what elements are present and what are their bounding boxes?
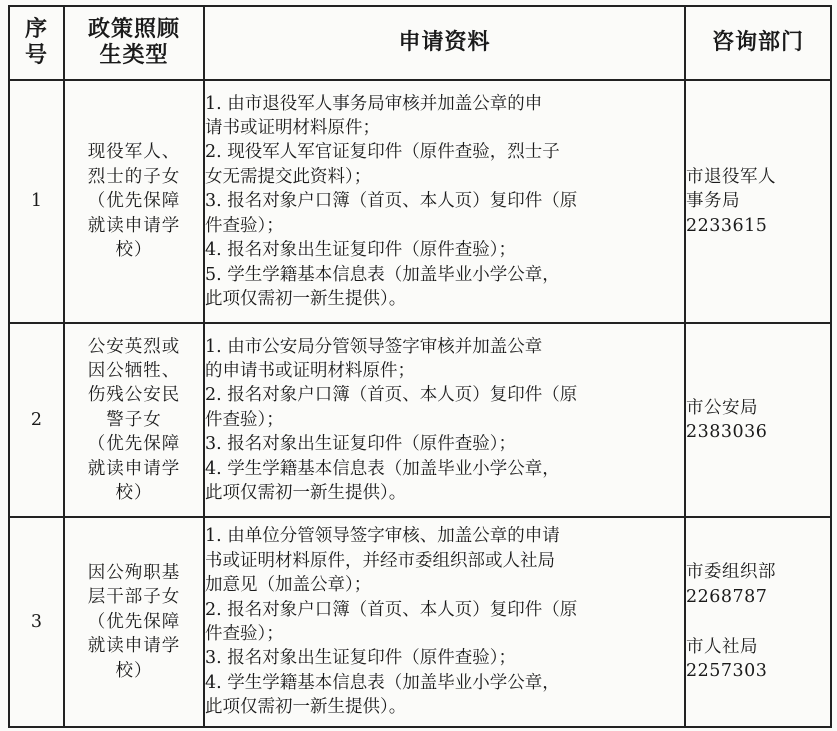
material-line: 2. 现役军人军官证复印件（原件查验，烈士子 (205, 142, 560, 163)
material-line: 4. 学生学籍基本信息表（加盖毕业小学公章， (205, 458, 560, 479)
material-line: 此项仅需初一新生提供）。 (205, 288, 407, 309)
materials-cell (204, 80, 685, 323)
type-line: （优先保障 (87, 611, 181, 632)
type-line: 校） (115, 240, 153, 261)
material-line: 3. 报名对象出生证复印件（原件查验）； (205, 434, 517, 455)
type-line: 公安英烈或 (87, 336, 181, 357)
material-line: 4. 报名对象出生证复印件（原件查验）； (205, 240, 517, 261)
policy-type-cell (64, 80, 204, 323)
row-number: 1 (9, 80, 64, 323)
dept-cell (685, 80, 831, 323)
material-line: 此项仅需初一新生提供）。 (205, 483, 407, 504)
table-row (9, 517, 831, 727)
type-line: 就读申请学 (87, 636, 181, 657)
row-number: 2 (9, 323, 64, 517)
dept-line: 事务局 (686, 191, 740, 212)
material-line: 3. 报名对象户口簿（首页、本人页）复印件（原 (205, 191, 578, 212)
type-line: 因公牺牲、 (87, 360, 181, 381)
header-dept: 咨询部门 (685, 6, 831, 80)
material-line: 请书或证明材料原件； (205, 118, 380, 139)
material-line: 1. 由单位分管领导签字审核、加盖公章的申请 (205, 526, 560, 547)
dept-spacer (686, 609, 830, 635)
dept-line: 市退役军人 (686, 166, 776, 187)
policy-table (8, 5, 832, 728)
material-line: 1. 由市公安局分管领导签字审核并加盖公章 (205, 336, 543, 357)
type-line: 伤残公安民 (87, 385, 181, 406)
material-line: 件查验）； (205, 624, 284, 644)
material-line: 件查验）； (205, 215, 284, 236)
table-row (9, 323, 831, 517)
dept-phone: 2268787 (686, 586, 768, 607)
dept-phone: 2233615 (686, 215, 768, 236)
material-line: 5. 学生学籍基本信息表（加盖毕业小学公章， (205, 264, 560, 285)
type-line: （优先保障 (87, 191, 181, 212)
type-line: 现役军人、 (87, 142, 181, 163)
material-line: 女无需提交此资料）； (205, 166, 372, 187)
type-line: 因公殉职基 (87, 562, 181, 583)
dept-line: 市委组织部 (686, 562, 776, 583)
material-line: 此项仅需初一新生提供）。 (205, 697, 407, 718)
header-type-line: 生类型 (99, 43, 169, 68)
material-line: 4. 学生学籍基本信息表（加盖毕业小学公章， (205, 672, 560, 693)
dept-line: 市人社局 (686, 637, 758, 657)
type-line: （优先保障 (87, 434, 181, 455)
header-seq (9, 6, 64, 80)
type-line: 层干部子女 (87, 587, 181, 608)
header-row (9, 6, 831, 80)
material-line: 2. 报名对象户口簿（首页、本人页）复印件（原 (205, 599, 578, 620)
table-row (9, 80, 831, 323)
policy-type-cell (64, 323, 204, 517)
material-line: 书或证明材料原件，并经市委组织部或人社局 (205, 550, 555, 571)
materials-cell (204, 517, 685, 727)
dept-phone: 2257303 (686, 661, 768, 682)
header-type-line: 政策照顾 (87, 17, 180, 42)
material-line: 3. 报名对象出生证复印件（原件查验）； (205, 648, 517, 669)
header-seq-line: 序 (24, 17, 48, 42)
material-line: 件查验）； (205, 409, 284, 430)
material-line: 2. 报名对象户口簿（首页、本人页）复印件（原 (205, 385, 578, 406)
material-line: 的申请书或证明材料原件； (205, 360, 415, 381)
dept-group-hr (686, 635, 830, 684)
dept-cell (685, 517, 831, 727)
type-line: 校） (115, 660, 153, 681)
type-line: 就读申请学 (87, 215, 181, 236)
header-type (64, 6, 204, 80)
dept-line: 市公安局 (686, 397, 758, 418)
dept-phone: 2383036 (686, 422, 768, 442)
dept-group-organization (686, 560, 830, 609)
header-materials: 申请资料 (204, 6, 685, 80)
row-number: 3 (9, 517, 64, 727)
material-line: 加意见（加盖公章）； (205, 575, 372, 596)
type-line: 烈士的子女 (87, 166, 181, 187)
type-line: 校） (115, 483, 153, 504)
policy-type-cell (64, 517, 204, 727)
type-line: 就读申请学 (87, 458, 181, 479)
materials-cell (204, 323, 685, 517)
material-line: 1. 由市退役军人事务局审核并加盖公章的申 (205, 93, 543, 114)
header-seq-line: 号 (24, 43, 48, 68)
type-line: 警子女 (106, 409, 162, 430)
dept-cell (685, 323, 831, 517)
